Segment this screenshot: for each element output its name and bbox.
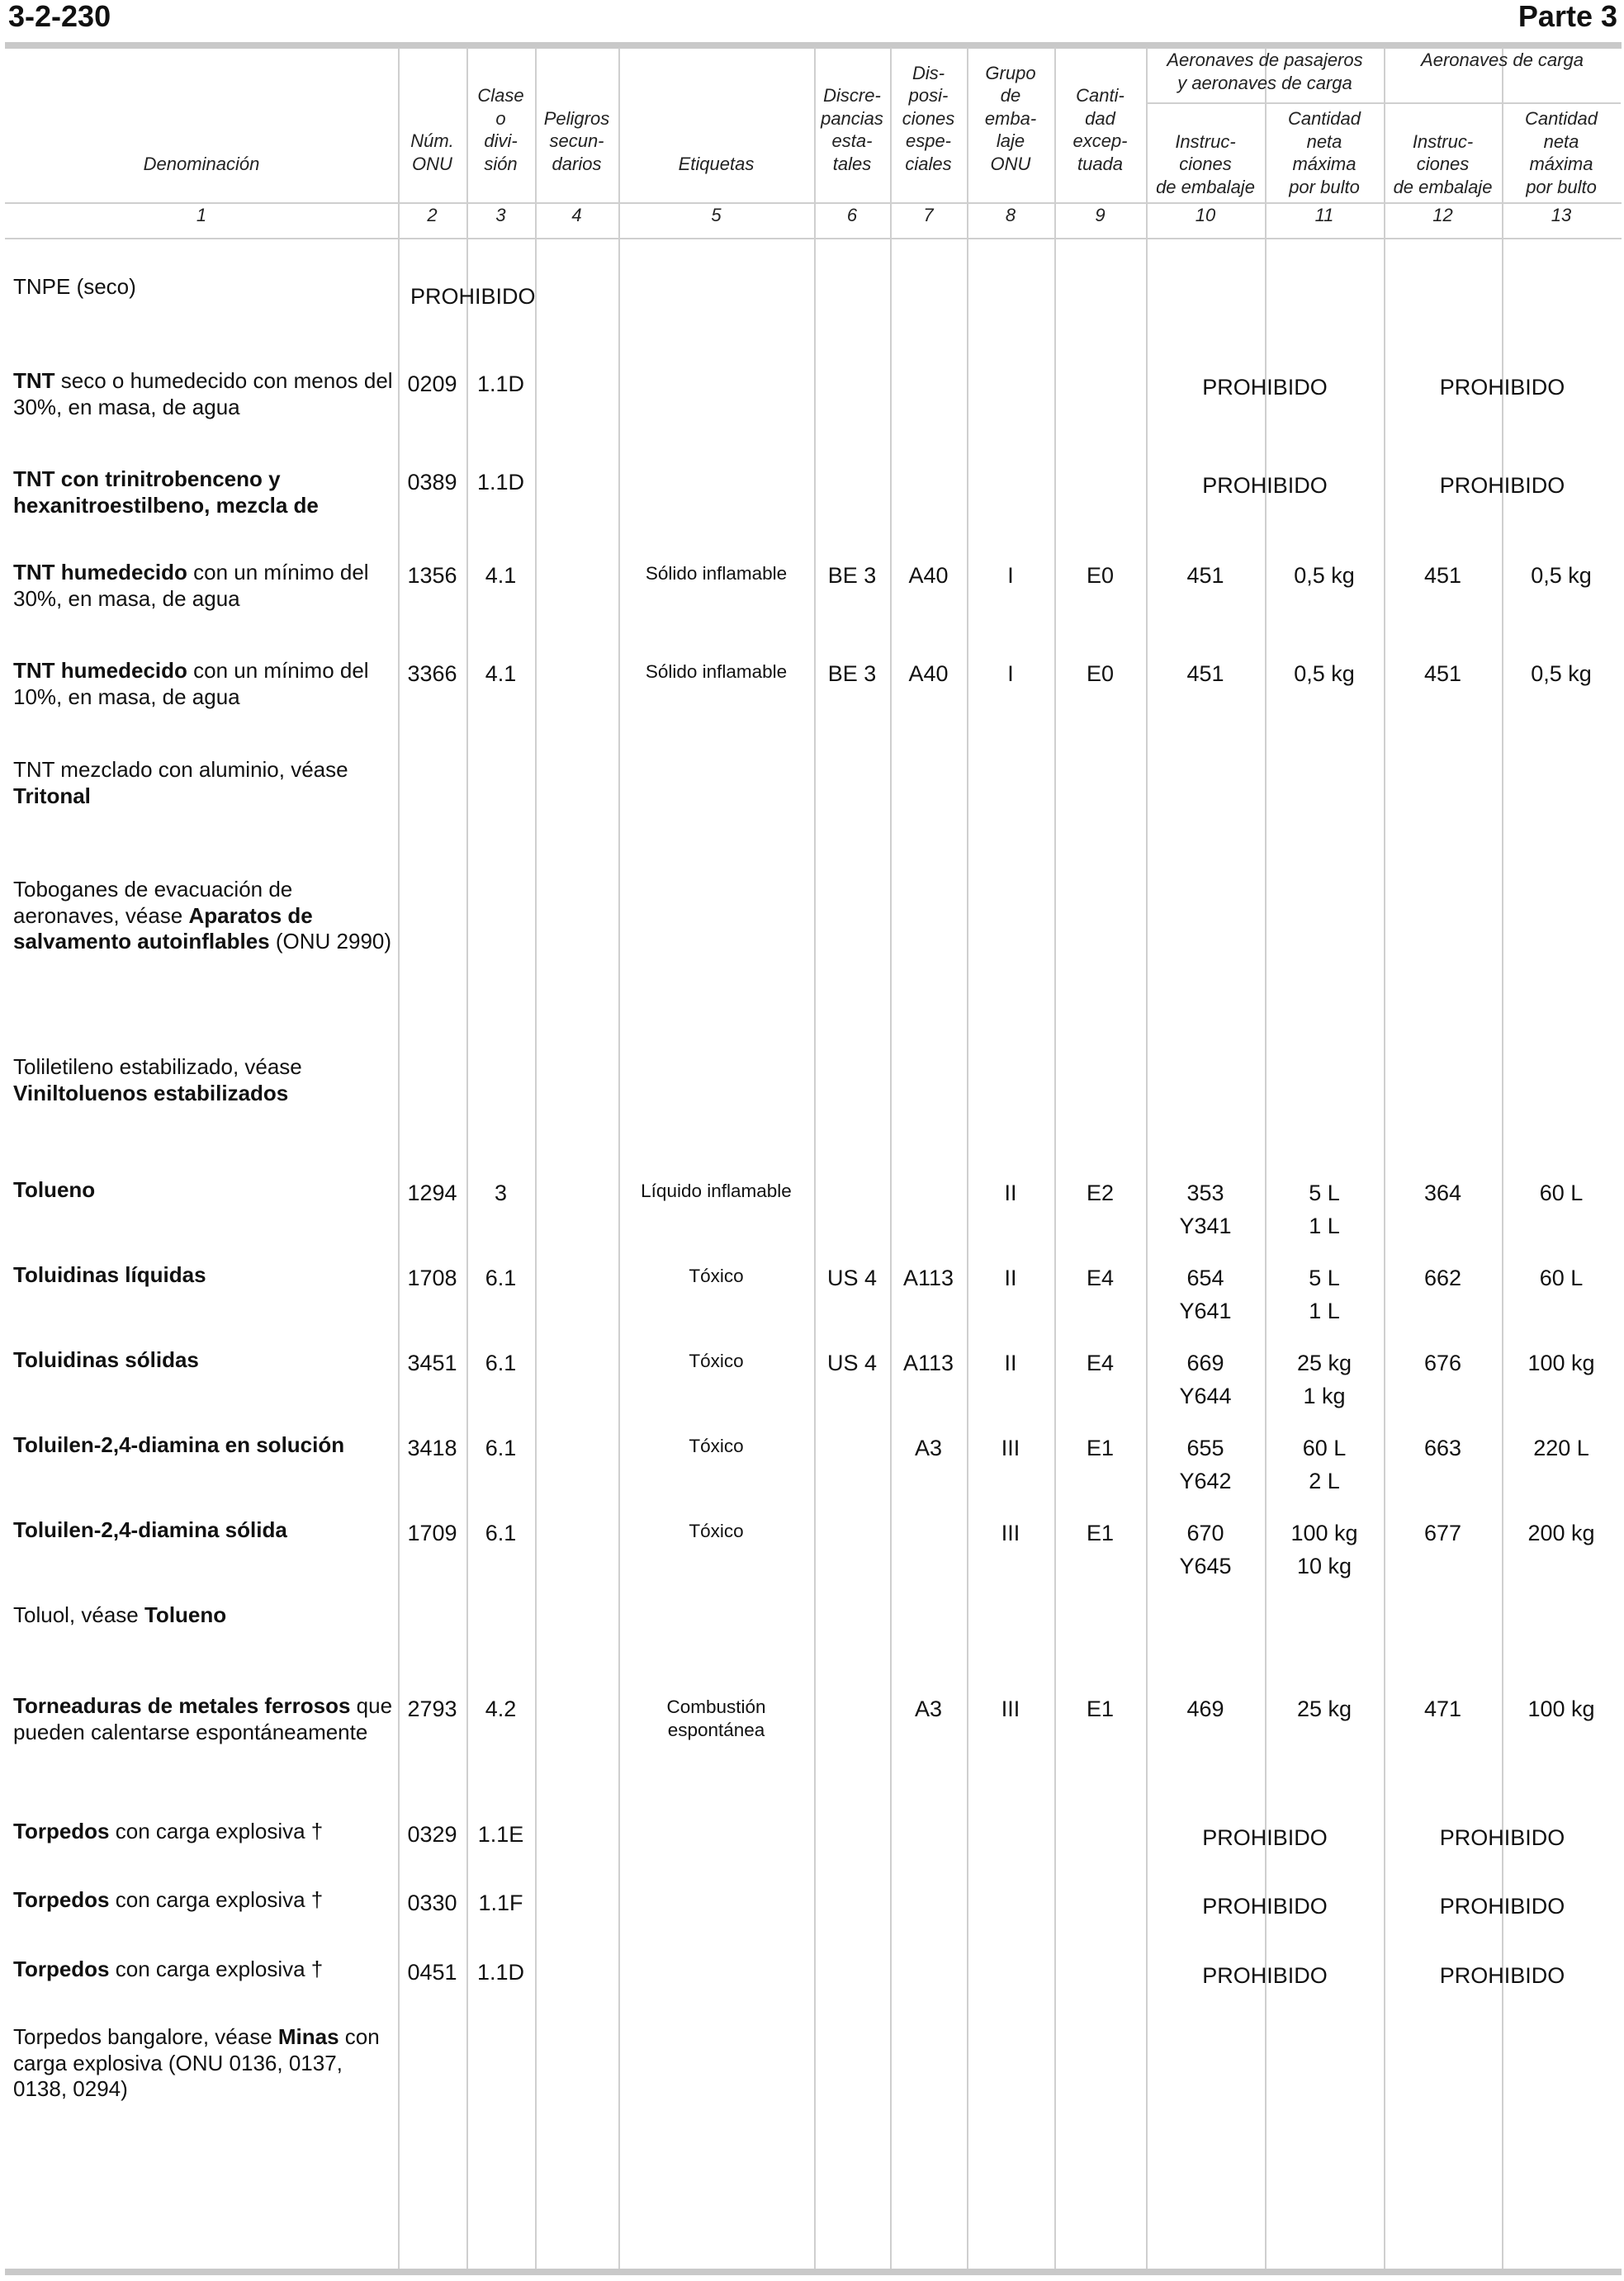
column-number: 7 xyxy=(923,205,934,225)
name-segment: Tolueno xyxy=(144,1602,227,1627)
row-name xyxy=(13,560,393,612)
max-quantity-pax: 25 kg xyxy=(1296,1351,1352,1375)
name-segment: Tritonal xyxy=(13,783,91,808)
name-segment: TNPE (seco) xyxy=(13,274,136,299)
hazard-class: 4.1 xyxy=(485,661,517,686)
header-line: pancias xyxy=(821,107,883,129)
name-segment: Viniltoluenos estabilizados xyxy=(13,1080,289,1105)
header-disposiciones xyxy=(890,62,967,176)
packing-group: II xyxy=(1004,1351,1017,1375)
un-number: 0209 xyxy=(407,371,457,396)
header-line: neta xyxy=(1306,130,1342,152)
header-line: ciones xyxy=(902,107,955,129)
hazard-class: 1.1D xyxy=(476,1960,525,1985)
header-line: tuada xyxy=(1077,153,1124,174)
header-line: divi- xyxy=(484,130,518,151)
column-divider xyxy=(814,48,816,2269)
name-segment: Toluol, véase xyxy=(13,1602,144,1627)
name-segment: seco o humedecido con menos del 30%, en masa, de agua xyxy=(13,368,393,419)
hazard-class: 6.1 xyxy=(485,1266,517,1290)
row-name xyxy=(13,274,393,301)
aircraft-group-divider xyxy=(1146,102,1621,104)
packing-instruction-cargo: 451 xyxy=(1423,563,1462,588)
packing-group: I xyxy=(1007,563,1014,588)
header-line: Aeronaves de carga xyxy=(1421,49,1584,70)
header-line: Instruc- xyxy=(1412,130,1474,152)
name-segment: Torpedos xyxy=(13,1819,110,1843)
max-quantity-pax: 100 kg xyxy=(1290,1521,1358,1545)
header-line: espe- xyxy=(905,130,952,151)
special-provision: A113 xyxy=(902,1351,954,1375)
hazard-label: Tóxico xyxy=(689,1351,744,1371)
max-quantity-pax: 2 L xyxy=(1309,1469,1340,1493)
row-name xyxy=(13,1887,393,1914)
column-divider xyxy=(1054,48,1056,2269)
header-line: o xyxy=(495,107,506,129)
prohibido-label: PROHIBIDO xyxy=(410,284,536,309)
packing-instruction-cargo: 471 xyxy=(1423,1697,1462,1721)
un-number: 1294 xyxy=(407,1181,457,1205)
column-divider xyxy=(967,48,968,2269)
packing-group: III xyxy=(1001,1697,1020,1721)
name-segment: Torpedos xyxy=(13,1887,110,1912)
hazard-class: 1.1D xyxy=(476,371,525,396)
name-segment: TNT humedecido xyxy=(13,658,187,683)
header-line: darios xyxy=(552,153,602,174)
row-name xyxy=(13,1432,393,1459)
excepted-quantity: E2 xyxy=(1086,1181,1115,1205)
packing-group: I xyxy=(1007,661,1014,686)
header-line: por bulto xyxy=(1289,176,1360,197)
column-number: 4 xyxy=(571,205,582,225)
max-quantity-cargo: 100 kg xyxy=(1527,1351,1595,1375)
header-line: y aeronaves de carga xyxy=(1177,72,1352,93)
name-segment: con un mínimo del 30%, en masa, de agua xyxy=(13,560,369,611)
packing-instruction-pax: 670 xyxy=(1186,1521,1224,1545)
hazard-label: Sólido inflamable xyxy=(645,563,788,584)
header-line: Discre- xyxy=(823,85,881,106)
name-segment: Aparatos de salvamento autoinflables xyxy=(13,902,313,954)
column-number: 11 xyxy=(1314,205,1334,225)
packing-instruction-pax: 469 xyxy=(1186,1697,1224,1721)
packing-instruction-pax: Y645 xyxy=(1179,1554,1232,1578)
name-segment: con carga explosiva (ONU 0136, 0137, 0138, 0294) xyxy=(13,2024,380,2101)
row-name xyxy=(13,368,393,420)
max-quantity-cargo: 200 kg xyxy=(1527,1521,1595,1545)
prohibido-cargo: PROHIBIDO xyxy=(1439,375,1565,400)
packing-instruction-pax: 451 xyxy=(1186,661,1224,686)
row-name xyxy=(13,1819,393,1845)
header-line: Cantidad xyxy=(1287,108,1361,129)
max-quantity-cargo: 60 L xyxy=(1539,1266,1584,1290)
excepted-quantity: E0 xyxy=(1086,563,1115,588)
header-line: Peligros xyxy=(543,107,610,129)
header-line: Núm. xyxy=(410,130,454,151)
name-segment: (ONU 2990) xyxy=(269,929,392,954)
header-line: ONU xyxy=(412,153,452,174)
name-segment: Toluidinas sólidas xyxy=(13,1347,199,1372)
header-etiquetas xyxy=(618,153,814,176)
row-name xyxy=(13,658,393,710)
un-number: 0451 xyxy=(407,1960,457,1985)
row-name xyxy=(13,1347,393,1374)
name-segment: con carga explosiva † xyxy=(109,1887,324,1912)
name-segment: Toboganes de evacuación de aeronaves, véase xyxy=(13,877,293,928)
header-num-onu xyxy=(398,130,466,175)
packing-group: III xyxy=(1001,1436,1020,1460)
un-number: 3366 xyxy=(407,661,457,686)
column-number: 5 xyxy=(711,205,722,225)
un-number: 0389 xyxy=(407,470,457,495)
un-number: 2793 xyxy=(407,1697,457,1721)
max-quantity-pax: 10 kg xyxy=(1296,1554,1352,1578)
name-segment: Torpedos bangalore, véase xyxy=(13,2024,278,2049)
packing-instruction-pax: Y641 xyxy=(1179,1299,1232,1323)
header-line: Etiquetas xyxy=(678,153,755,174)
prohibido-cargo: PROHIBIDO xyxy=(1439,1825,1565,1850)
row-name xyxy=(13,466,393,518)
un-number: 1356 xyxy=(407,563,457,588)
header-instrucciones-carga xyxy=(1384,130,1502,199)
name-segment: Torpedos xyxy=(13,1957,110,1981)
name-segment: con un mínimo del 10%, en masa, de agua xyxy=(13,658,369,709)
header-line: máxima xyxy=(1529,154,1593,174)
hazard-label: Combustión espontánea xyxy=(666,1697,766,1740)
special-provision: A40 xyxy=(908,661,949,686)
column-divider xyxy=(618,48,620,2269)
un-number: 1708 xyxy=(407,1266,457,1290)
un-number: 1709 xyxy=(407,1521,457,1545)
hazard-label: Tóxico xyxy=(689,1436,744,1456)
header-line: Dis- xyxy=(911,62,945,83)
excepted-quantity: E1 xyxy=(1086,1697,1115,1721)
un-number: 3451 xyxy=(407,1351,457,1375)
un-number: 3418 xyxy=(407,1436,457,1460)
column-number: 10 xyxy=(1195,205,1216,225)
prohibido-cargo: PROHIBIDO xyxy=(1439,1963,1565,1988)
prohibido-cargo: PROHIBIDO xyxy=(1439,473,1565,498)
hazard-label: Tóxico xyxy=(689,1521,744,1541)
max-quantity-pax: 1 L xyxy=(1309,1214,1340,1238)
hazard-label: Líquido inflamable xyxy=(641,1181,792,1201)
name-segment: Tolueno xyxy=(13,1177,96,1202)
excepted-quantity: E1 xyxy=(1086,1521,1115,1545)
prohibido-pax: PROHIBIDO xyxy=(1202,1894,1328,1919)
hazard-class: 1.1F xyxy=(478,1891,523,1915)
header-line: secun- xyxy=(549,130,604,151)
header-line: ciones xyxy=(1416,154,1470,174)
name-segment: con carga explosiva † xyxy=(109,1819,324,1843)
header-line: esta- xyxy=(831,130,873,151)
row-name xyxy=(13,1602,393,1629)
column-number: 3 xyxy=(495,205,506,225)
header-grupo-embalaje xyxy=(967,62,1054,176)
header-line: de embalaje xyxy=(1393,176,1493,197)
row-name xyxy=(13,877,393,955)
max-quantity-pax: 0,5 kg xyxy=(1294,661,1355,686)
header-line: Canti- xyxy=(1076,85,1124,106)
row-name xyxy=(13,757,393,809)
max-quantity-pax: 5 L xyxy=(1309,1181,1340,1205)
name-segment: con carga explosiva † xyxy=(109,1957,324,1981)
header-line: de embalaje xyxy=(1156,176,1255,197)
header-line: ciales xyxy=(905,153,952,174)
name-segment: que pueden calentarse espontáneamente xyxy=(13,1693,393,1744)
packing-instruction-cargo: 662 xyxy=(1423,1266,1462,1290)
un-number: 0330 xyxy=(407,1891,457,1915)
packing-instruction-cargo: 451 xyxy=(1423,661,1462,686)
name-segment: TNT xyxy=(13,368,55,393)
part-title: Parte 3 xyxy=(1517,0,1617,33)
header-discrepancias xyxy=(814,84,890,175)
max-quantity-pax: 0,5 kg xyxy=(1294,563,1355,588)
excepted-quantity: E1 xyxy=(1086,1436,1115,1460)
column-number: 12 xyxy=(1432,205,1453,225)
header-line: sión xyxy=(484,153,518,174)
row-name xyxy=(13,1177,393,1204)
max-quantity-cargo: 0,5 kg xyxy=(1531,563,1592,588)
packing-instruction-cargo: 364 xyxy=(1423,1181,1462,1205)
column-number: 9 xyxy=(1095,205,1106,225)
packing-instruction-pax: Y341 xyxy=(1179,1214,1232,1238)
header-peligros xyxy=(535,107,618,176)
packing-instruction-pax: Y644 xyxy=(1179,1384,1232,1408)
row-name xyxy=(13,2024,393,2103)
packing-instruction-pax: 451 xyxy=(1186,563,1224,588)
header-line: Aeronaves de pasajeros xyxy=(1167,50,1363,70)
packing-instruction-pax: 353 xyxy=(1186,1181,1224,1205)
header-line: excep- xyxy=(1072,130,1128,151)
column-divider xyxy=(890,48,892,2269)
hazard-label: Tóxico xyxy=(689,1266,744,1286)
header-line: Cantidad xyxy=(1524,108,1598,129)
hazard-class: 1.1E xyxy=(477,1822,524,1847)
name-segment: Toluidinas líquidas xyxy=(13,1262,206,1287)
header-line: tales xyxy=(832,153,872,174)
packing-group: II xyxy=(1004,1266,1017,1290)
state-variation: BE 3 xyxy=(827,661,877,686)
name-segment: TNT con trinitrobenceno y hexanitroestilbeno, mezcla de xyxy=(13,466,319,518)
name-segment: Minas xyxy=(277,2024,339,2049)
max-quantity-cargo: 220 L xyxy=(1533,1436,1589,1460)
row-name xyxy=(13,1693,393,1745)
header-line: por bulto xyxy=(1526,176,1597,197)
special-provision: A3 xyxy=(914,1436,943,1460)
name-segment: Toluilen-2,4-diamina en solución xyxy=(13,1432,345,1457)
max-quantity-cargo: 100 kg xyxy=(1527,1697,1595,1721)
packing-instruction-cargo: 663 xyxy=(1423,1436,1462,1460)
hazard-class: 6.1 xyxy=(485,1521,517,1545)
packing-instruction-cargo: 676 xyxy=(1423,1351,1462,1375)
column-number: 2 xyxy=(427,205,438,225)
packing-group: III xyxy=(1001,1521,1020,1545)
prohibido-pax: PROHIBIDO xyxy=(1202,473,1328,498)
hazard-label: Sólido inflamable xyxy=(645,661,788,682)
bottom-rule xyxy=(5,2269,1622,2275)
column-number: 1 xyxy=(196,205,207,225)
prohibido-cargo: PROHIBIDO xyxy=(1439,1894,1565,1919)
column-divider xyxy=(535,48,537,2269)
name-segment: TNT humedecido xyxy=(13,560,187,584)
header-cantidad-exceptuada xyxy=(1054,84,1146,175)
excepted-quantity: E4 xyxy=(1086,1266,1115,1290)
max-quantity-pax: 5 L xyxy=(1309,1266,1340,1290)
name-segment: Toliletileno estabilizado, véase xyxy=(13,1054,302,1079)
max-quantity-pax: 1 kg xyxy=(1303,1384,1346,1408)
header-line: Clase xyxy=(477,85,524,106)
header-instrucciones-pax xyxy=(1146,130,1265,199)
top-rule xyxy=(5,42,1622,49)
header-denominacion xyxy=(5,153,398,176)
state-variation: BE 3 xyxy=(827,563,877,588)
packing-instruction-pax: 655 xyxy=(1186,1436,1224,1460)
name-segment: Torneaduras de metales ferrosos xyxy=(13,1693,351,1718)
header-line: Grupo xyxy=(985,62,1036,83)
column-number: 8 xyxy=(1005,205,1016,225)
header-line: Denominación xyxy=(143,153,260,174)
excepted-quantity: E4 xyxy=(1086,1351,1115,1375)
hazard-class: 6.1 xyxy=(485,1436,517,1460)
max-quantity-cargo: 0,5 kg xyxy=(1531,661,1592,686)
special-provision: A40 xyxy=(908,563,949,588)
row-name xyxy=(13,1054,393,1106)
prohibido-pax: PROHIBIDO xyxy=(1202,1825,1328,1850)
header-line: emba- xyxy=(984,107,1037,129)
hazard-class: 1.1D xyxy=(476,470,525,495)
state-variation: US 4 xyxy=(826,1266,878,1290)
page-number: 3-2-230 xyxy=(8,0,111,33)
hazard-class: 6.1 xyxy=(485,1351,517,1375)
column-number: 6 xyxy=(846,205,858,225)
name-segment: TNT mezclado con aluminio, véase xyxy=(13,757,348,782)
max-quantity-pax: 25 kg xyxy=(1296,1697,1352,1721)
header-aeronaves-pasajeros xyxy=(1146,49,1384,94)
state-variation: US 4 xyxy=(826,1351,878,1375)
row-name xyxy=(13,1517,393,1544)
prohibido-pax: PROHIBIDO xyxy=(1202,1963,1328,1988)
column-number-divider xyxy=(5,238,1622,239)
packing-group: II xyxy=(1004,1181,1017,1205)
special-provision: A3 xyxy=(914,1697,943,1721)
special-provision: A113 xyxy=(902,1266,954,1290)
max-quantity-pax: 60 L xyxy=(1302,1436,1347,1460)
packing-instruction-pax: 669 xyxy=(1186,1351,1224,1375)
header-line: Instruc- xyxy=(1175,130,1236,152)
un-number: 0329 xyxy=(407,1822,457,1847)
max-quantity-cargo: 60 L xyxy=(1539,1181,1584,1205)
header-line: posi- xyxy=(908,85,949,106)
row-name xyxy=(13,1262,393,1289)
header-aeronaves-carga xyxy=(1384,49,1621,72)
header-line: laje xyxy=(996,130,1025,151)
header-line: de xyxy=(1000,85,1021,106)
prohibido-pax: PROHIBIDO xyxy=(1202,375,1328,400)
header-divider xyxy=(5,202,1622,204)
header-line: ciones xyxy=(1179,154,1232,174)
header-cantidad-carga xyxy=(1502,107,1621,198)
packing-instruction-pax: Y642 xyxy=(1179,1469,1232,1493)
header-cantidad-pax xyxy=(1265,107,1384,198)
header-line: neta xyxy=(1543,130,1579,152)
packing-instruction-cargo: 677 xyxy=(1423,1521,1462,1545)
hazard-class: 3 xyxy=(494,1181,508,1205)
name-segment: Toluilen-2,4-diamina sólida xyxy=(13,1517,287,1542)
header-clase xyxy=(466,84,535,175)
excepted-quantity: E0 xyxy=(1086,661,1115,686)
row-name xyxy=(13,1957,393,1983)
max-quantity-pax: 1 L xyxy=(1309,1299,1340,1323)
header-line: máxima xyxy=(1292,154,1356,174)
header-line: ONU xyxy=(990,153,1031,174)
hazard-class: 4.2 xyxy=(485,1697,517,1721)
column-number: 13 xyxy=(1551,205,1572,225)
header-line: dad xyxy=(1085,107,1115,129)
hazard-class: 4.1 xyxy=(485,563,517,588)
packing-instruction-pax: 654 xyxy=(1186,1266,1224,1290)
